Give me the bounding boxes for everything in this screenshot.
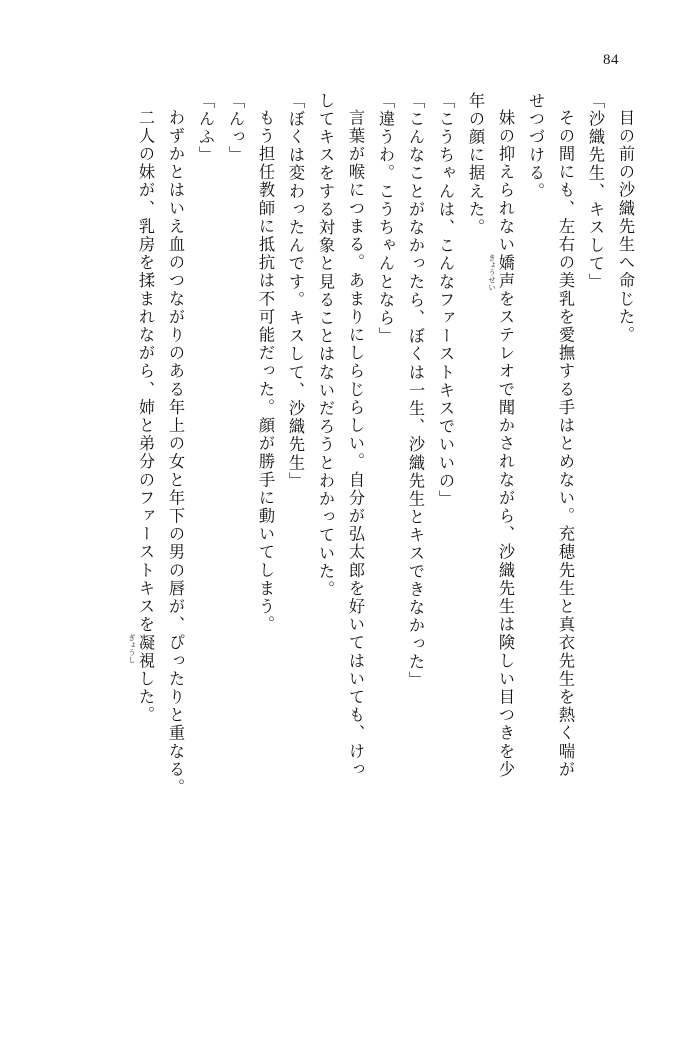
text-column: 「ぼくは変わったんです。キスして、沙織先生」 (286, 92, 304, 491)
ruby-base: 嬌声 きょうせい (488, 253, 514, 291)
text-column: してキスをする対象と見ることはないだろうとわかっていた。 (316, 92, 334, 599)
text-column: 「違うわ。こうちゃんとなら」 (376, 92, 394, 346)
text-column: 言葉が喉につまる。あまりにしらじらしい。自分が弘太郎を好いてはいても、けっ (346, 109, 364, 779)
text-column: 妹の抑えられない嬌声 きょうせい をステレオで聞かされながら、沙織先生は険しい目つきを少 (488, 109, 514, 779)
text-column: 年の顔に据えた。 (466, 92, 484, 237)
ruby-text: ぎょうし (128, 633, 136, 664)
text-column: わずかとはいえ血のつながりのある年上の女と年下の男の唇が、ぴったりと重なる。 (166, 109, 184, 797)
ruby-base: 凝視 ぎょうし (128, 633, 154, 671)
ruby-text: きょうせい (488, 253, 496, 291)
text-column: 二人の妹が、乳房を揉まれながら、姉と弟分のファーストキスを凝視 ぎょうし した。 (128, 109, 154, 725)
text-column: 「んっ」 (226, 92, 244, 165)
text-column: 目の前の沙織先生へ命じた。 (616, 109, 634, 345)
text-column: 「んふ」 (196, 92, 214, 165)
text-column: 「こんなことがなかったら、ぼくは一生、沙織先生とキスできなかった」 (406, 92, 424, 690)
text-column: その間にも、左右の美乳を愛撫する手はとめない。充穂先生と真衣先生を熱く喘が (556, 109, 574, 779)
vertical-body-text (58, 92, 633, 980)
text-column: せつづける。 (526, 92, 544, 201)
text-column: 「沙織先生、キスして」 (586, 92, 604, 292)
text-column: もう担任教師に抵抗は不可能だった。顔が勝手に動いてしまう。 (256, 109, 274, 634)
page-number: 84 (603, 52, 619, 68)
text-column: 「こうちゃんは、こんなファーストキスでいいの」 (436, 92, 454, 509)
